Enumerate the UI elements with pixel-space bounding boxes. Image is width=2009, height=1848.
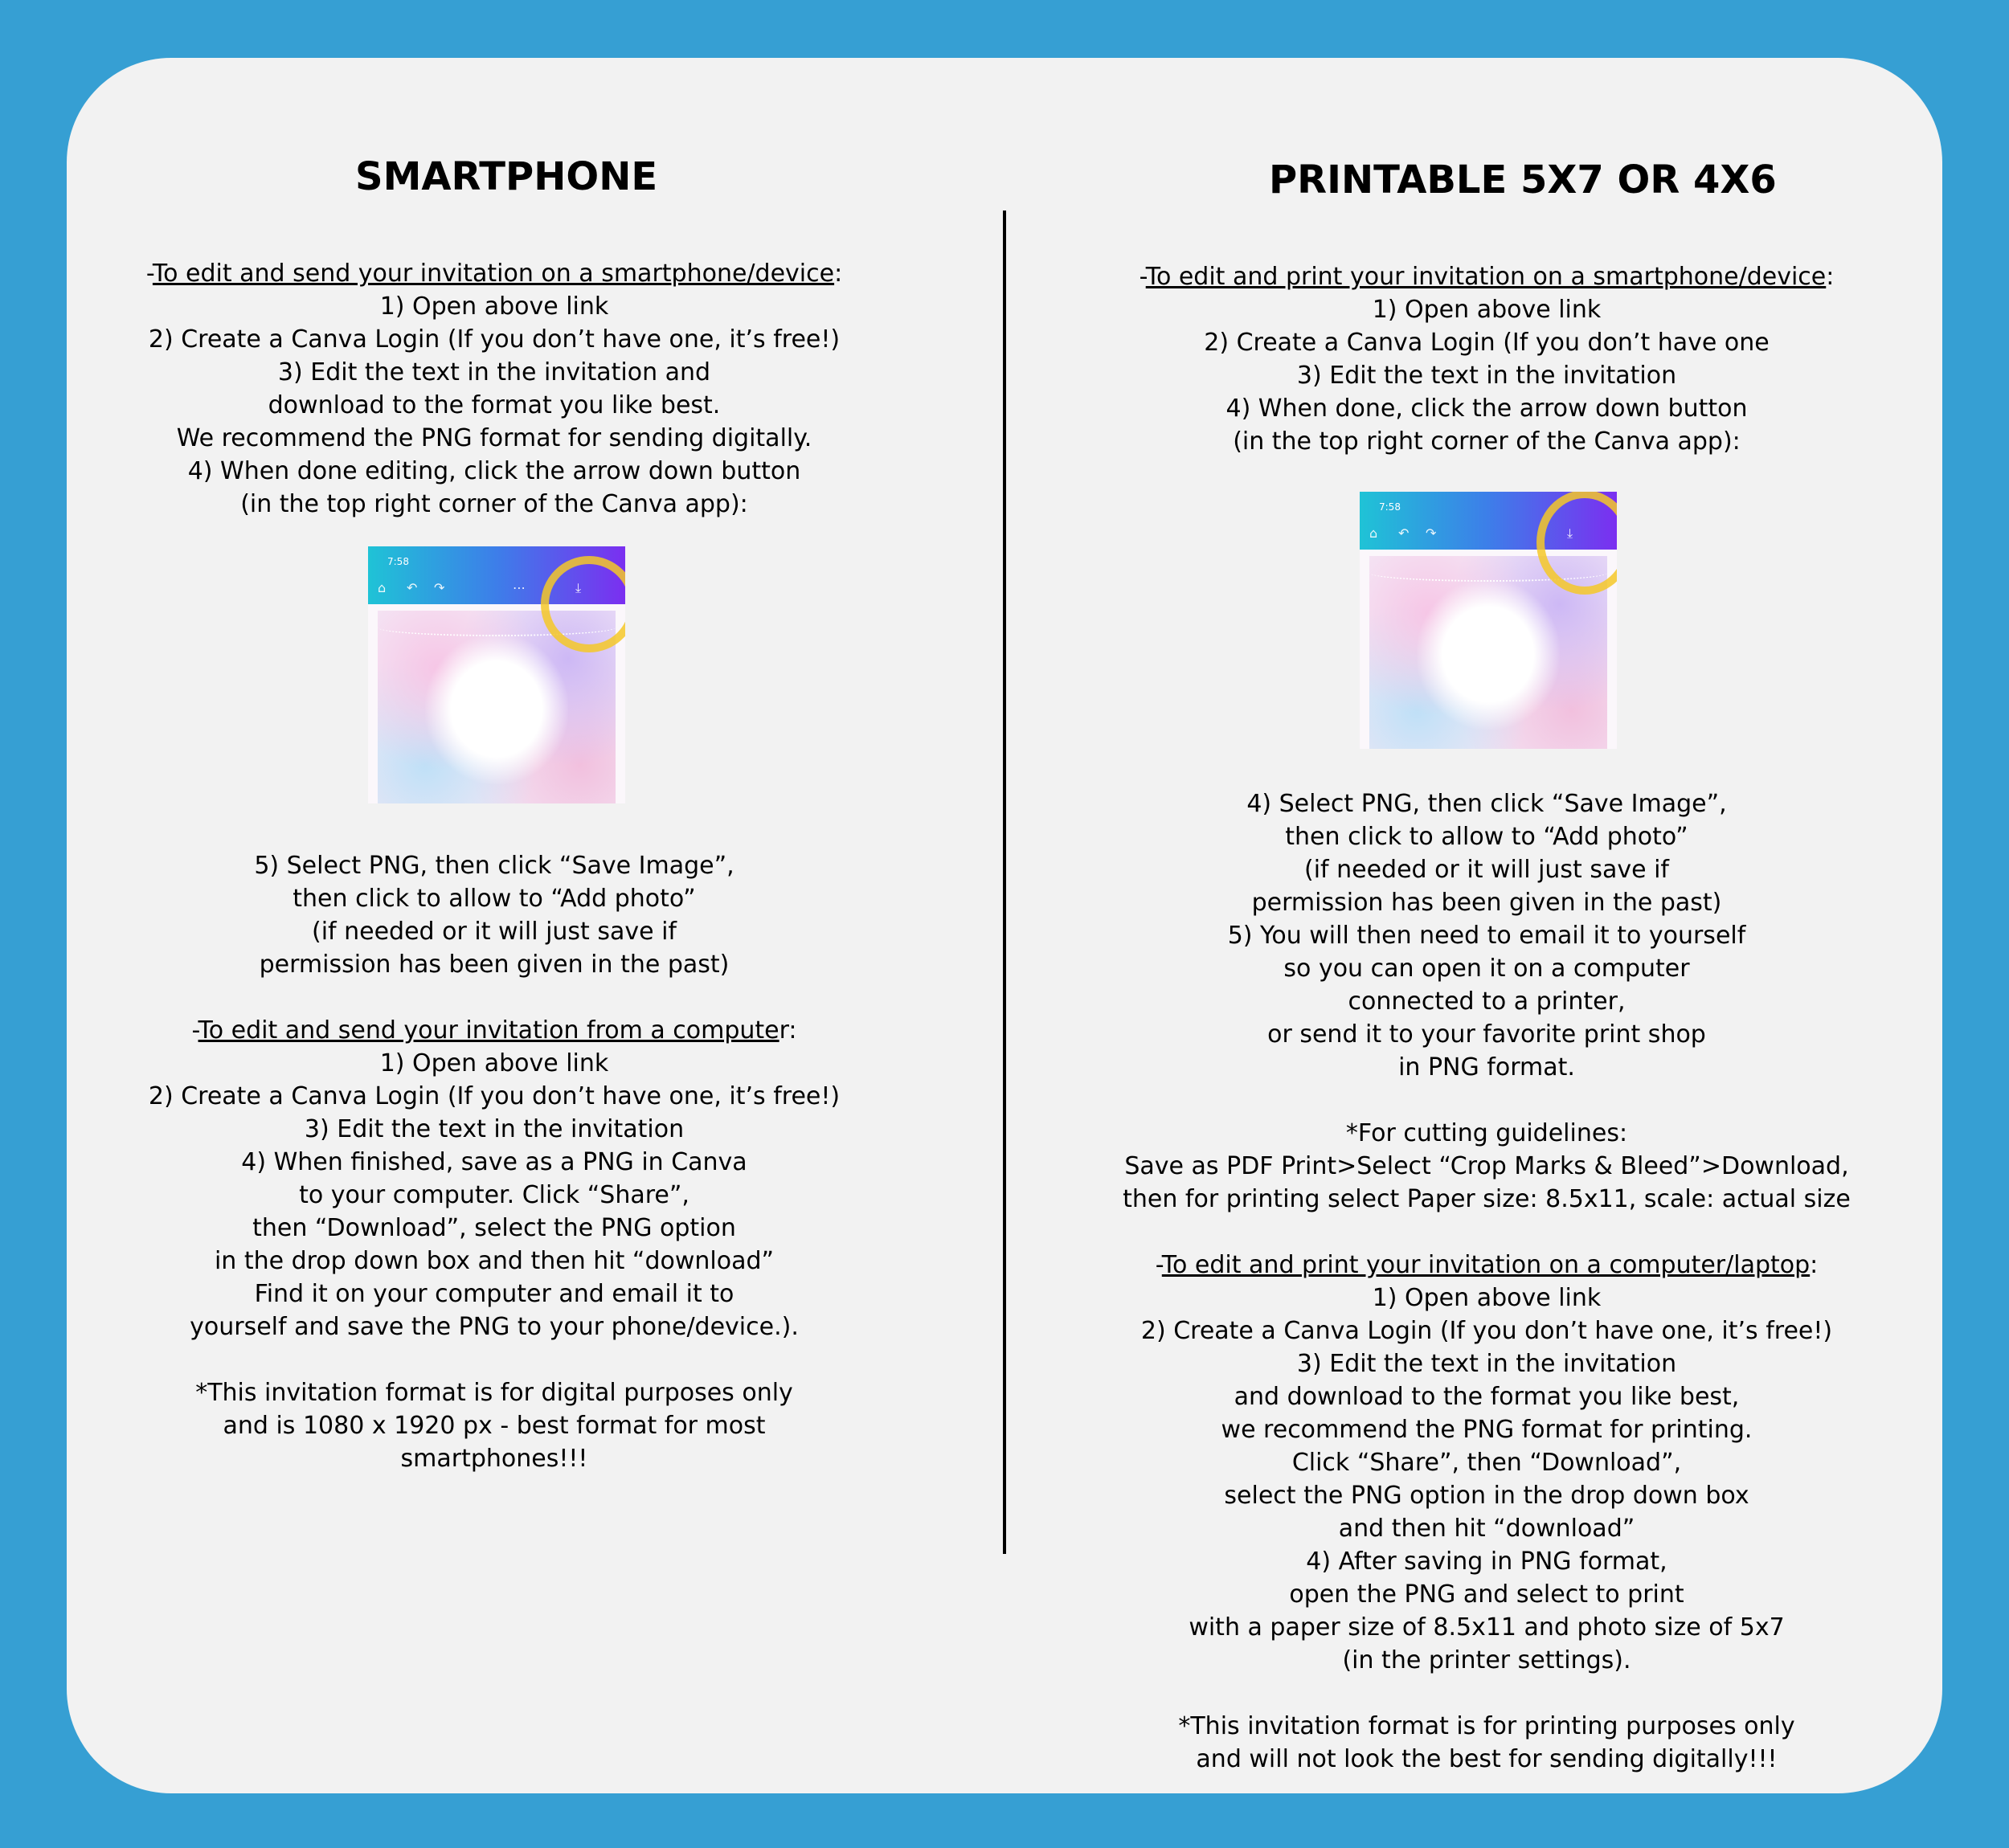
instruction-line: then “Download”, select the PNG option — [252, 1214, 736, 1242]
redo-icon-2: ↷ — [1426, 525, 1437, 541]
instruction-line: 2) Create a Canva Login (If you don’t have one, it’s free!) — [148, 325, 841, 354]
instruction-line: Save as PDF Print>Select “Crop Marks & Bleed”>Download, — [1124, 1152, 1849, 1180]
instruction-line: (in the top right corner of the Canva app): — [1233, 427, 1741, 456]
line-prefix: - — [145, 260, 153, 288]
instruction-line — [1045, 260, 1929, 293]
instruction-line: open the PNG and select to print — [1289, 1580, 1684, 1609]
instruction-line: 3) Edit the text in the invitation and — [277, 358, 711, 386]
instruction-line: (if needed or it will just save if — [311, 918, 677, 946]
smartphone-title: SMARTPHONE — [355, 154, 658, 199]
instruction-line: *This invitation format is for digital purposes only — [195, 1379, 793, 1407]
instruction-line: 3) Edit the text in the invitation — [1296, 1350, 1677, 1378]
instruction-line: 1) Open above link — [379, 292, 609, 321]
download-icon: ⤓ — [575, 580, 582, 595]
instruction-line: 5) You will then need to email it to yourself — [1227, 922, 1746, 950]
line-suffix: : — [1826, 263, 1835, 291]
smartphone-instructions-1 — [96, 257, 892, 521]
instruction-line: 2) Create a Canva Login (If you don’t have one, it’s free!) — [148, 1082, 841, 1110]
instruction-line: then click to allow to “Add photo” — [293, 885, 696, 913]
instruction-line: 4) Select PNG, then click “Save Image”, — [1246, 790, 1727, 818]
instruction-line: 5) Select PNG, then click “Save Image”, — [254, 852, 734, 880]
instruction-line: 1) Open above link — [1372, 296, 1602, 324]
instruction-line — [96, 257, 892, 290]
line-prefix: - — [191, 1016, 198, 1045]
line-suffix: : — [1810, 1251, 1819, 1279]
column-divider — [1003, 211, 1006, 1554]
instruction-line: permission has been given in the past) — [1251, 889, 1722, 917]
section-heading: To edit and send your invitation from a compute — [198, 1016, 779, 1045]
more-icon: ⋯ — [513, 580, 526, 595]
printable-instructions-2 — [1045, 787, 1929, 1776]
instruction-line — [96, 1014, 892, 1047]
instruction-line: 1) Open above link — [1372, 1284, 1602, 1312]
instruction-line: in the drop down box and then hit “download” — [214, 1247, 775, 1275]
instruction-line: 4) When finished, save as a PNG in Canva — [241, 1148, 747, 1176]
instruction-line — [96, 981, 892, 1014]
instruction-line: and is 1080 x 1920 px - best format for most — [223, 1412, 766, 1440]
instruction-line: We recommend the PNG format for sending digitally. — [176, 424, 812, 452]
section-heading: To edit and print your invitation on a smartphone/device — [1145, 263, 1827, 291]
unicorn-illustration-2 — [1417, 579, 1560, 730]
instruction-line: we recommend the PNG format for printing. — [1221, 1416, 1753, 1444]
instruction-line — [1045, 1084, 1929, 1117]
instruction-line: download to the format you like best. — [268, 391, 721, 419]
instruction-line: (in the top right corner of the Canva app): — [240, 490, 748, 518]
canva-app-screenshot-2 — [1360, 492, 1617, 749]
status-time: 7:58 — [387, 556, 409, 567]
instruction-line: *For cutting guidelines: — [1345, 1119, 1628, 1147]
printable-instructions-1 — [1045, 260, 1929, 458]
instruction-line: 2) Create a Canva Login (If you don’t have one — [1204, 329, 1770, 357]
instruction-line: Find it on your computer and email it to — [254, 1280, 734, 1308]
instruction-line: to your computer. Click “Share”, — [299, 1181, 689, 1209]
instruction-line: and download to the format you like best, — [1234, 1383, 1740, 1411]
section-heading: To edit and print your invitation on a computer/laptop — [1161, 1251, 1811, 1279]
canva-app-screenshot — [368, 546, 625, 803]
redo-icon: ↷ — [434, 580, 445, 595]
line-suffix: r: — [779, 1016, 797, 1045]
home-icon-2: ⌂ — [1369, 525, 1378, 541]
instruction-line: 4) After saving in PNG format, — [1306, 1547, 1667, 1576]
instruction-line — [1045, 1677, 1929, 1710]
instruction-line: or send it to your favorite print shop — [1267, 1020, 1706, 1049]
section-heading: To edit and send your invitation on a smartphone/device — [152, 260, 835, 288]
smartphone-instructions-2 — [96, 849, 892, 1475]
instruction-line: (if needed or it will just save if — [1303, 856, 1669, 884]
instruction-line: connected to a printer, — [1348, 987, 1626, 1016]
instruction-line — [1045, 1216, 1929, 1249]
printable-title: PRINTABLE 5X7 OR 4X6 — [1269, 157, 1777, 202]
home-icon: ⌂ — [378, 580, 387, 595]
download-icon-2: ⤓ — [1567, 525, 1573, 541]
instruction-line: 3) Edit the text in the invitation — [304, 1115, 685, 1143]
unicorn-illustration — [425, 634, 568, 784]
undo-icon: ↶ — [407, 580, 418, 595]
instruction-line: 2) Create a Canva Login (If you don’t have one, it’s free!) — [1140, 1317, 1833, 1345]
instruction-line: yourself and save the PNG to your phone/device.). — [190, 1313, 799, 1341]
instruction-line: so you can open it on a computer — [1283, 955, 1690, 983]
instruction-line: 4) When done editing, click the arrow down button — [187, 457, 801, 485]
instruction-line: 1) Open above link — [379, 1049, 609, 1077]
instruction-line: 4) When done, click the arrow down button — [1225, 395, 1748, 423]
instruction-line — [1045, 1249, 1929, 1282]
instruction-line: and will not look the best for sending digitally!!! — [1196, 1745, 1778, 1773]
line-prefix: - — [1155, 1251, 1162, 1279]
instruction-line: 3) Edit the text in the invitation — [1296, 362, 1677, 390]
instruction-line: select the PNG option in the drop down box — [1224, 1482, 1749, 1510]
instruction-line: *This invitation format is for printing purposes only — [1178, 1712, 1795, 1740]
line-suffix: : — [834, 260, 843, 288]
status-time-2: 7:58 — [1379, 501, 1401, 513]
instruction-line: (in the printer settings). — [1342, 1646, 1631, 1674]
instruction-line: in PNG format. — [1398, 1053, 1575, 1081]
undo-icon-2: ↶ — [1398, 525, 1410, 541]
instruction-line: permission has been given in the past) — [259, 951, 730, 979]
instruction-line: then click to allow to “Add photo” — [1285, 823, 1688, 851]
instruction-line: Click “Share”, then “Download”, — [1291, 1449, 1682, 1477]
instruction-line: and then hit “download” — [1338, 1515, 1635, 1543]
instruction-line: smartphones!!! — [400, 1445, 588, 1473]
instruction-line: with a paper size of 8.5x11 and photo size of 5x7 — [1189, 1613, 1785, 1642]
line-prefix: - — [1139, 263, 1146, 291]
instruction-line — [96, 1343, 892, 1376]
instruction-line: then for printing select Paper size: 8.5x11, scale: actual size — [1123, 1185, 1851, 1213]
